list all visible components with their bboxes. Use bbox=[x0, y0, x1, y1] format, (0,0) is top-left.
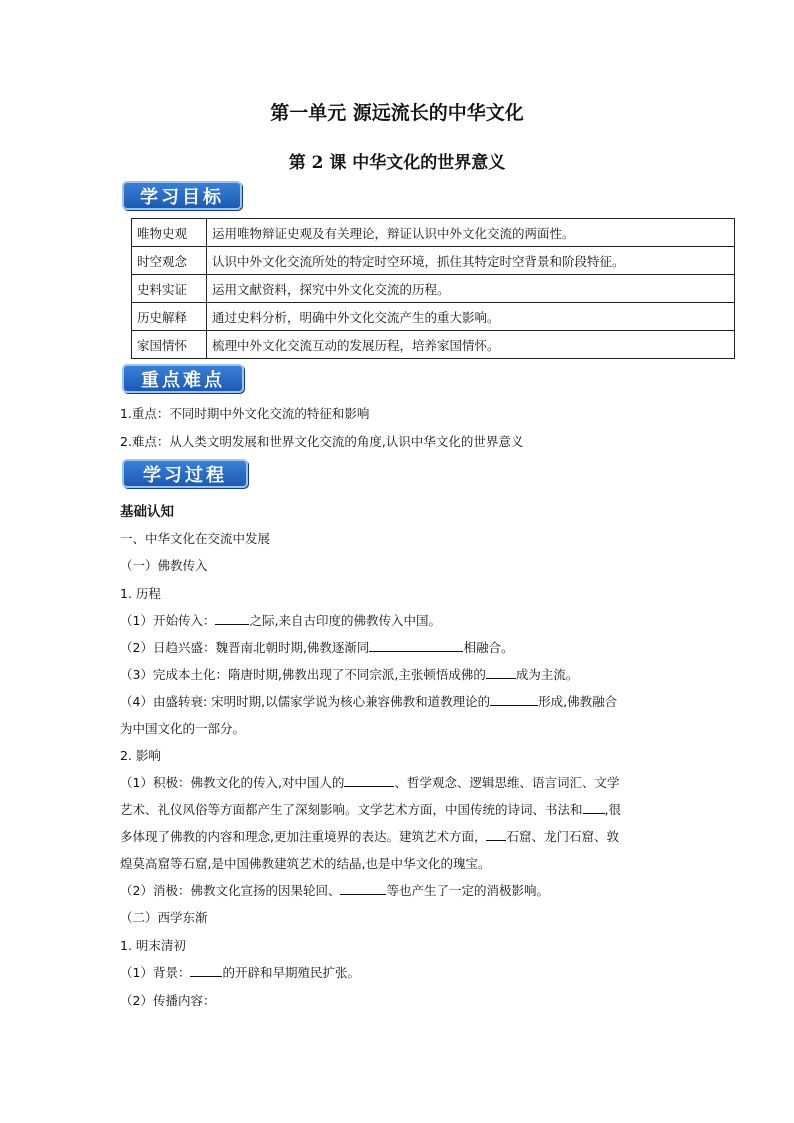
lesson-title: 第 2 课 中华文化的世界意义 bbox=[288, 153, 506, 173]
text-line bbox=[120, 692, 617, 710]
table-row bbox=[132, 219, 735, 247]
objective-value: 运用文献资料，探究中外文化交流的历程。 bbox=[207, 275, 735, 303]
fill-blank[interactable] bbox=[490, 693, 538, 706]
objective-key: 家国情怀 bbox=[132, 331, 207, 359]
text: （1）背景： bbox=[120, 965, 191, 980]
objective-value: 梳理中外文化交流互动的发展历程，培养家国情怀。 bbox=[207, 331, 735, 359]
text: （1）开始传入： bbox=[120, 613, 216, 628]
fill-blank[interactable] bbox=[215, 612, 249, 625]
table-row bbox=[132, 303, 735, 331]
text-line bbox=[120, 963, 360, 981]
objective-value: 通过史料分析，明确中外文化交流产生的重大影响。 bbox=[207, 303, 735, 331]
text: （1）积极：佛教文化的传入,对中国人的 bbox=[120, 775, 345, 790]
key-point: 1.重点：不同时期中外文化交流的特征和影响 bbox=[120, 406, 370, 421]
unit-title: 第一单元 源远流长的中华文化 bbox=[270, 102, 524, 124]
fill-blank[interactable] bbox=[369, 639, 463, 652]
section-banner-process: 学习过程 bbox=[122, 459, 248, 488]
table-row bbox=[132, 275, 735, 303]
fill-blank[interactable] bbox=[583, 801, 605, 814]
text-line bbox=[120, 773, 619, 791]
item-heading: 1. 明末清初 bbox=[120, 938, 186, 953]
objective-key: 唯物史观 bbox=[132, 219, 207, 247]
fill-blank[interactable] bbox=[344, 774, 394, 787]
table-row bbox=[132, 331, 735, 359]
text-line: 为中国文化的一部分。 bbox=[120, 721, 246, 736]
text: 多体现了佛教的内容和理念,更加注重境界的表达。建筑艺术方面， bbox=[120, 829, 487, 844]
subheading-2: （二）西学东渐 bbox=[120, 910, 208, 925]
basic-heading: 基础认知 bbox=[120, 504, 174, 520]
text: 的开辟和早期殖民扩张。 bbox=[222, 965, 360, 980]
text: 形成,佛教融合 bbox=[538, 694, 618, 709]
text: 之际,来自古印度的佛教传入中国。 bbox=[249, 613, 441, 628]
text: 石窟、龙门石窟、敦 bbox=[506, 829, 619, 844]
section-banner-key-points: 重点难点 bbox=[122, 364, 244, 393]
text: 成为主流。 bbox=[515, 667, 579, 682]
objective-key: 历史解释 bbox=[132, 303, 207, 331]
text: 等也产生了一定的消极影响。 bbox=[386, 883, 549, 898]
item-heading: 1. 历程 bbox=[120, 586, 161, 601]
text-line: 煌莫高窟等石窟,是中国佛教建筑艺术的结晶,也是中华文化的瑰宝。 bbox=[120, 856, 491, 871]
text-line: （2）传播内容： bbox=[120, 993, 216, 1008]
table-row bbox=[132, 247, 735, 275]
text-line bbox=[120, 800, 621, 818]
subheading-1: （一）佛教传入 bbox=[120, 558, 208, 573]
item-heading: 2. 影响 bbox=[120, 748, 161, 763]
text-line bbox=[120, 611, 441, 629]
heading-1: 一、中华文化在交流中发展 bbox=[120, 531, 271, 546]
objective-key: 史料实证 bbox=[132, 275, 207, 303]
objective-value: 认识中外文化交流所处的特定时空环境，抓住其特定时空背景和阶段特征。 bbox=[207, 247, 735, 275]
text: 、哲学观念、逻辑思维、语言词汇、文学 bbox=[394, 775, 620, 790]
text: （4）由盛转衰: 宋明时期,以儒家学说为核心兼容佛教和道教理论的 bbox=[120, 694, 491, 709]
text: （3）完成本土化：隋唐时期,佛教出现了不同宗派,主张顿悟成佛的 bbox=[120, 667, 486, 682]
text-line bbox=[120, 881, 549, 899]
text-line bbox=[120, 665, 578, 683]
text-line bbox=[120, 638, 513, 656]
text-line bbox=[120, 827, 619, 845]
fill-blank[interactable] bbox=[340, 882, 386, 895]
objective-value: 运用唯物辩证史观及有关理论，辩证认识中外文化交流的两面性。 bbox=[207, 219, 735, 247]
fill-blank[interactable] bbox=[486, 828, 506, 841]
text: ,很 bbox=[604, 802, 621, 817]
text: （2）日趋兴盛：魏晋南北朝时期,佛教逐渐同 bbox=[120, 640, 370, 655]
text: （2）消极：佛教文化宣扬的因果轮回、 bbox=[120, 883, 341, 898]
text: 相融合。 bbox=[463, 640, 514, 655]
fill-blank[interactable] bbox=[486, 666, 516, 679]
objectives-table bbox=[131, 218, 735, 359]
objective-key: 时空观念 bbox=[132, 247, 207, 275]
text: 艺术、礼仪风俗等方面都产生了深刻影响。文学艺术方面，中国传统的诗词、书法和 bbox=[120, 802, 583, 817]
section-banner-objectives: 学习目标 bbox=[122, 181, 242, 210]
difficult-point: 2.难点：从人类文明发展和世界文化交流的角度,认识中华文化的世界意义 bbox=[120, 434, 524, 449]
fill-blank[interactable] bbox=[190, 964, 222, 977]
